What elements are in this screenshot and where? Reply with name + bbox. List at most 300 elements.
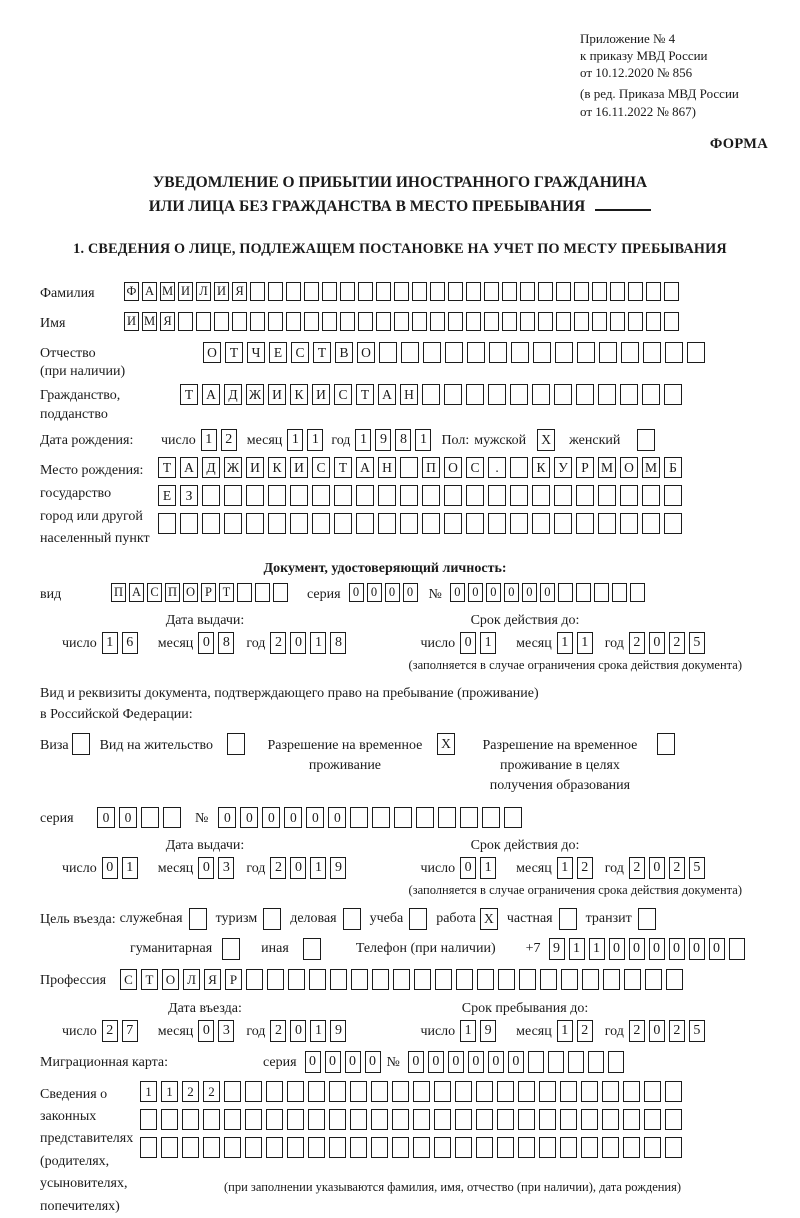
empty-cell[interactable] [286, 282, 301, 301]
empty-cell[interactable] [623, 1109, 640, 1130]
char-cell[interactable]: 0 [522, 583, 537, 602]
char-cell[interactable]: 1 [310, 857, 326, 879]
empty-cell[interactable] [510, 485, 528, 506]
empty-cell[interactable] [350, 807, 368, 828]
empty-cell[interactable] [560, 1137, 577, 1158]
empty-cell[interactable] [476, 1137, 493, 1158]
empty-cell[interactable] [268, 513, 286, 534]
char-cell[interactable]: 3 [218, 1020, 234, 1042]
empty-cell[interactable] [394, 312, 409, 331]
empty-cell[interactable] [434, 1109, 451, 1130]
empty-cell[interactable] [400, 457, 418, 478]
char-cell[interactable]: 8 [395, 429, 411, 451]
empty-cell[interactable] [624, 969, 641, 990]
char-cell[interactable]: А [356, 457, 374, 478]
empty-cell[interactable] [163, 807, 181, 828]
empty-cell[interactable] [642, 513, 660, 534]
empty-cell[interactable] [666, 969, 683, 990]
char-cell[interactable]: 0 [325, 1051, 341, 1073]
char-cell[interactable]: 0 [290, 632, 306, 654]
char-cell[interactable]: 2 [629, 632, 645, 654]
empty-cell[interactable] [290, 485, 308, 506]
empty-cell[interactable] [602, 1081, 619, 1102]
empty-cell[interactable] [322, 312, 337, 331]
char-cell[interactable]: О [203, 342, 221, 363]
char-cell[interactable]: 1 [557, 632, 573, 654]
char-cell[interactable]: 1 [122, 857, 138, 879]
empty-cell[interactable] [161, 1109, 178, 1130]
char-cell[interactable]: А [142, 282, 157, 301]
char-cell[interactable]: И [312, 384, 330, 405]
empty-cell[interactable] [642, 485, 660, 506]
empty-cell[interactable] [642, 384, 660, 405]
char-cell[interactable]: 0 [198, 857, 214, 879]
char-cell[interactable]: И [124, 312, 139, 331]
char-cell[interactable]: 5 [689, 857, 705, 879]
empty-cell[interactable] [556, 282, 571, 301]
empty-cell[interactable] [444, 384, 462, 405]
char-cell[interactable]: Н [400, 384, 418, 405]
empty-cell[interactable] [371, 1081, 388, 1102]
char-cell[interactable]: 0 [709, 938, 725, 960]
char-cell[interactable]: У [554, 457, 572, 478]
char-cell[interactable]: 0 [629, 938, 645, 960]
empty-cell[interactable] [268, 282, 283, 301]
empty-cell[interactable] [610, 312, 625, 331]
char-cell[interactable]: Ж [224, 457, 242, 478]
empty-cell[interactable] [466, 513, 484, 534]
empty-cell[interactable] [350, 1137, 367, 1158]
empty-cell[interactable] [466, 282, 481, 301]
empty-cell[interactable] [466, 485, 484, 506]
empty-cell[interactable] [322, 282, 337, 301]
char-cell[interactable]: Д [202, 457, 220, 478]
char-cell[interactable]: 0 [508, 1051, 524, 1073]
empty-cell[interactable] [664, 282, 679, 301]
empty-cell[interactable] [394, 282, 409, 301]
empty-cell[interactable] [392, 1109, 409, 1130]
empty-cell[interactable] [532, 384, 550, 405]
char-cell[interactable]: И [178, 282, 193, 301]
char-cell[interactable]: 1 [201, 429, 217, 451]
char-cell[interactable]: П [111, 583, 126, 602]
char-cell[interactable]: О [162, 969, 179, 990]
char-cell[interactable]: А [180, 457, 198, 478]
empty-cell[interactable] [287, 1109, 304, 1130]
empty-cell[interactable] [644, 1137, 661, 1158]
empty-cell[interactable] [372, 969, 389, 990]
char-cell[interactable]: 0 [460, 632, 476, 654]
empty-cell[interactable] [560, 1081, 577, 1102]
empty-cell[interactable] [140, 1137, 157, 1158]
empty-cell[interactable] [504, 807, 522, 828]
empty-cell[interactable] [548, 1051, 564, 1073]
char-cell[interactable]: 0 [649, 938, 665, 960]
empty-cell[interactable] [413, 1137, 430, 1158]
char-cell[interactable]: 0 [448, 1051, 464, 1073]
char-cell[interactable]: О [444, 457, 462, 478]
empty-cell[interactable] [401, 342, 419, 363]
empty-cell[interactable] [448, 282, 463, 301]
char-cell[interactable]: 1 [480, 857, 496, 879]
char-cell[interactable]: И [268, 384, 286, 405]
empty-cell[interactable] [628, 312, 643, 331]
empty-cell[interactable] [484, 312, 499, 331]
char-cell[interactable]: Я [232, 282, 247, 301]
empty-cell[interactable] [141, 807, 159, 828]
empty-cell[interactable] [574, 282, 589, 301]
char-cell[interactable]: 2 [669, 632, 685, 654]
empty-cell[interactable] [466, 384, 484, 405]
empty-cell[interactable] [576, 485, 594, 506]
char-cell[interactable]: 1 [310, 1020, 326, 1042]
empty-cell[interactable] [286, 312, 301, 331]
char-cell[interactable]: С [291, 342, 309, 363]
empty-cell[interactable] [203, 1137, 220, 1158]
char-cell[interactable]: 0 [460, 857, 476, 879]
empty-cell[interactable] [309, 969, 326, 990]
empty-cell[interactable] [422, 384, 440, 405]
char-cell[interactable]: Ф [124, 282, 139, 301]
empty-cell[interactable] [400, 513, 418, 534]
empty-cell[interactable] [484, 282, 499, 301]
empty-cell[interactable] [268, 485, 286, 506]
char-cell[interactable]: 5 [689, 632, 705, 654]
empty-cell[interactable] [488, 485, 506, 506]
char-cell[interactable]: Л [196, 282, 211, 301]
char-cell[interactable]: 1 [415, 429, 431, 451]
empty-cell[interactable] [646, 282, 661, 301]
char-cell[interactable]: Я [160, 312, 175, 331]
empty-cell[interactable] [532, 513, 550, 534]
option-temp-residence-checkbox[interactable]: X [437, 733, 455, 755]
char-cell[interactable]: 0 [649, 857, 665, 879]
char-cell[interactable]: Е [158, 485, 176, 506]
char-cell[interactable]: 0 [367, 583, 382, 602]
empty-cell[interactable] [158, 513, 176, 534]
char-cell[interactable]: Н [378, 457, 396, 478]
empty-cell[interactable] [287, 1081, 304, 1102]
empty-cell[interactable] [371, 1109, 388, 1130]
empty-cell[interactable] [577, 342, 595, 363]
empty-cell[interactable] [456, 969, 473, 990]
empty-cell[interactable] [334, 485, 352, 506]
empty-cell[interactable] [430, 312, 445, 331]
char-cell[interactable]: З [180, 485, 198, 506]
empty-cell[interactable] [448, 312, 463, 331]
empty-cell[interactable] [372, 807, 390, 828]
empty-cell[interactable] [664, 312, 679, 331]
char-cell[interactable]: 0 [306, 807, 324, 828]
char-cell[interactable]: К [268, 457, 286, 478]
empty-cell[interactable] [180, 513, 198, 534]
char-cell[interactable]: 0 [649, 1020, 665, 1042]
char-cell[interactable]: 1 [140, 1081, 157, 1102]
char-cell[interactable]: 1 [577, 632, 593, 654]
char-cell[interactable]: С [466, 457, 484, 478]
empty-cell[interactable] [358, 282, 373, 301]
empty-cell[interactable] [538, 312, 553, 331]
char-cell[interactable]: 0 [649, 632, 665, 654]
empty-cell[interactable] [266, 1109, 283, 1130]
empty-cell[interactable] [430, 282, 445, 301]
char-cell[interactable]: Т [180, 384, 198, 405]
empty-cell[interactable] [476, 1081, 493, 1102]
char-cell[interactable]: М [160, 282, 175, 301]
char-cell[interactable]: 9 [375, 429, 391, 451]
char-cell[interactable]: 1 [310, 632, 326, 654]
empty-cell[interactable] [729, 938, 745, 960]
char-cell[interactable]: 0 [240, 807, 258, 828]
char-cell[interactable]: 2 [270, 1020, 286, 1042]
empty-cell[interactable] [267, 969, 284, 990]
empty-cell[interactable] [350, 1109, 367, 1130]
empty-cell[interactable] [414, 969, 431, 990]
empty-cell[interactable] [182, 1109, 199, 1130]
char-cell[interactable]: И [246, 457, 264, 478]
empty-cell[interactable] [202, 513, 220, 534]
empty-cell[interactable] [623, 1081, 640, 1102]
char-cell[interactable]: 1 [287, 429, 303, 451]
empty-cell[interactable] [687, 342, 705, 363]
empty-cell[interactable] [476, 1109, 493, 1130]
empty-cell[interactable] [643, 342, 661, 363]
empty-cell[interactable] [203, 1109, 220, 1130]
char-cell[interactable]: Д [224, 384, 242, 405]
char-cell[interactable]: 0 [365, 1051, 381, 1073]
empty-cell[interactable] [422, 513, 440, 534]
empty-cell[interactable] [560, 1109, 577, 1130]
empty-cell[interactable] [455, 1081, 472, 1102]
empty-cell[interactable] [520, 312, 535, 331]
empty-cell[interactable] [598, 485, 616, 506]
char-cell[interactable]: 1 [480, 632, 496, 654]
char-cell[interactable]: 0 [102, 857, 118, 879]
empty-cell[interactable] [555, 342, 573, 363]
empty-cell[interactable] [329, 1137, 346, 1158]
char-cell[interactable]: 6 [122, 632, 138, 654]
empty-cell[interactable] [664, 513, 682, 534]
empty-cell[interactable] [576, 384, 594, 405]
empty-cell[interactable] [510, 384, 528, 405]
char-cell[interactable]: Т [141, 969, 158, 990]
char-cell[interactable]: 2 [669, 857, 685, 879]
empty-cell[interactable] [581, 1137, 598, 1158]
char-cell[interactable]: 2 [182, 1081, 199, 1102]
char-cell[interactable]: П [165, 583, 180, 602]
empty-cell[interactable] [266, 1137, 283, 1158]
empty-cell[interactable] [268, 312, 283, 331]
empty-cell[interactable] [312, 513, 330, 534]
char-cell[interactable]: 0 [468, 583, 483, 602]
char-cell[interactable]: 2 [270, 857, 286, 879]
empty-cell[interactable] [392, 1137, 409, 1158]
empty-cell[interactable] [412, 312, 427, 331]
purpose-transit-checkbox[interactable] [638, 908, 656, 930]
empty-cell[interactable] [665, 1137, 682, 1158]
empty-cell[interactable] [594, 583, 609, 602]
empty-cell[interactable] [304, 312, 319, 331]
empty-cell[interactable] [266, 1081, 283, 1102]
char-cell[interactable]: 0 [218, 807, 236, 828]
empty-cell[interactable] [574, 312, 589, 331]
empty-cell[interactable] [329, 1081, 346, 1102]
empty-cell[interactable] [246, 485, 264, 506]
empty-cell[interactable] [245, 1137, 262, 1158]
empty-cell[interactable] [308, 1137, 325, 1158]
char-cell[interactable]: 0 [468, 1051, 484, 1073]
empty-cell[interactable] [599, 342, 617, 363]
char-cell[interactable]: Т [313, 342, 331, 363]
empty-cell[interactable] [460, 807, 478, 828]
empty-cell[interactable] [592, 282, 607, 301]
empty-cell[interactable] [664, 485, 682, 506]
option-visa-checkbox[interactable] [72, 733, 90, 755]
empty-cell[interactable] [510, 457, 528, 478]
empty-cell[interactable] [330, 969, 347, 990]
option-residence-permit-checkbox[interactable] [227, 733, 245, 755]
empty-cell[interactable] [519, 969, 536, 990]
empty-cell[interactable] [224, 1137, 241, 1158]
empty-cell[interactable] [554, 485, 572, 506]
char-cell[interactable]: 2 [577, 1020, 593, 1042]
char-cell[interactable]: Б [664, 457, 682, 478]
empty-cell[interactable] [161, 1137, 178, 1158]
char-cell[interactable]: 0 [428, 1051, 444, 1073]
empty-cell[interactable] [438, 807, 456, 828]
char-cell[interactable]: 0 [284, 807, 302, 828]
sex-male-checkbox[interactable]: X [537, 429, 555, 451]
char-cell[interactable]: 0 [290, 857, 306, 879]
char-cell[interactable]: О [357, 342, 375, 363]
empty-cell[interactable] [445, 342, 463, 363]
purpose-business-checkbox[interactable] [343, 908, 361, 930]
empty-cell[interactable] [576, 583, 591, 602]
empty-cell[interactable] [444, 513, 462, 534]
char-cell[interactable]: . [488, 457, 506, 478]
empty-cell[interactable] [202, 485, 220, 506]
purpose-tourism-checkbox[interactable] [263, 908, 281, 930]
purpose-other-checkbox[interactable] [303, 938, 321, 960]
empty-cell[interactable] [340, 312, 355, 331]
char-cell[interactable]: О [183, 583, 198, 602]
empty-cell[interactable] [378, 485, 396, 506]
empty-cell[interactable] [628, 282, 643, 301]
empty-cell[interactable] [356, 513, 374, 534]
empty-cell[interactable] [290, 513, 308, 534]
empty-cell[interactable] [489, 342, 507, 363]
char-cell[interactable]: А [202, 384, 220, 405]
empty-cell[interactable] [444, 485, 462, 506]
char-cell[interactable]: М [642, 457, 660, 478]
empty-cell[interactable] [540, 969, 557, 990]
empty-cell[interactable] [434, 1081, 451, 1102]
empty-cell[interactable] [412, 282, 427, 301]
empty-cell[interactable] [533, 342, 551, 363]
char-cell[interactable]: 5 [689, 1020, 705, 1042]
empty-cell[interactable] [413, 1081, 430, 1102]
char-cell[interactable]: 9 [549, 938, 565, 960]
empty-cell[interactable] [232, 312, 247, 331]
empty-cell[interactable] [488, 384, 506, 405]
char-cell[interactable]: 0 [504, 583, 519, 602]
char-cell[interactable]: 0 [198, 632, 214, 654]
char-cell[interactable]: П [422, 457, 440, 478]
empty-cell[interactable] [350, 1081, 367, 1102]
empty-cell[interactable] [312, 485, 330, 506]
char-cell[interactable]: В [335, 342, 353, 363]
empty-cell[interactable] [502, 312, 517, 331]
empty-cell[interactable] [646, 312, 661, 331]
empty-cell[interactable] [581, 1109, 598, 1130]
char-cell[interactable]: 0 [403, 583, 418, 602]
empty-cell[interactable] [598, 513, 616, 534]
empty-cell[interactable] [466, 312, 481, 331]
empty-cell[interactable] [250, 282, 265, 301]
char-cell[interactable]: 1 [557, 1020, 573, 1042]
empty-cell[interactable] [518, 1109, 535, 1130]
empty-cell[interactable] [665, 1109, 682, 1130]
empty-cell[interactable] [196, 312, 211, 331]
empty-cell[interactable] [182, 1137, 199, 1158]
empty-cell[interactable] [245, 1081, 262, 1102]
empty-cell[interactable] [520, 282, 535, 301]
char-cell[interactable]: 1 [355, 429, 371, 451]
char-cell[interactable]: Т [219, 583, 234, 602]
empty-cell[interactable] [334, 513, 352, 534]
char-cell[interactable]: С [147, 583, 162, 602]
char-cell[interactable]: 2 [669, 1020, 685, 1042]
empty-cell[interactable] [602, 1109, 619, 1130]
char-cell[interactable]: 0 [385, 583, 400, 602]
empty-cell[interactable] [539, 1137, 556, 1158]
empty-cell[interactable] [623, 1137, 640, 1158]
char-cell[interactable]: Т [334, 457, 352, 478]
empty-cell[interactable] [329, 1109, 346, 1130]
empty-cell[interactable] [273, 583, 288, 602]
empty-cell[interactable] [245, 1109, 262, 1130]
empty-cell[interactable] [556, 312, 571, 331]
char-cell[interactable]: 0 [305, 1051, 321, 1073]
char-cell[interactable]: Т [356, 384, 374, 405]
char-cell[interactable]: 0 [488, 1051, 504, 1073]
empty-cell[interactable] [603, 969, 620, 990]
empty-cell[interactable] [224, 1081, 241, 1102]
empty-cell[interactable] [497, 1081, 514, 1102]
char-cell[interactable]: 0 [486, 583, 501, 602]
empty-cell[interactable] [371, 1137, 388, 1158]
empty-cell[interactable] [644, 1109, 661, 1130]
purpose-humanitarian-checkbox[interactable] [222, 938, 240, 960]
empty-cell[interactable] [612, 583, 627, 602]
empty-cell[interactable] [558, 583, 573, 602]
empty-cell[interactable] [608, 1051, 624, 1073]
empty-cell[interactable] [178, 312, 193, 331]
purpose-work-checkbox[interactable]: X [480, 908, 498, 930]
empty-cell[interactable] [644, 1081, 661, 1102]
char-cell[interactable]: 9 [480, 1020, 496, 1042]
empty-cell[interactable] [621, 342, 639, 363]
empty-cell[interactable] [539, 1081, 556, 1102]
empty-cell[interactable] [518, 1081, 535, 1102]
empty-cell[interactable] [477, 969, 494, 990]
empty-cell[interactable] [488, 513, 506, 534]
char-cell[interactable]: А [129, 583, 144, 602]
empty-cell[interactable] [434, 1137, 451, 1158]
empty-cell[interactable] [539, 1109, 556, 1130]
char-cell[interactable]: 0 [609, 938, 625, 960]
empty-cell[interactable] [224, 1109, 241, 1130]
